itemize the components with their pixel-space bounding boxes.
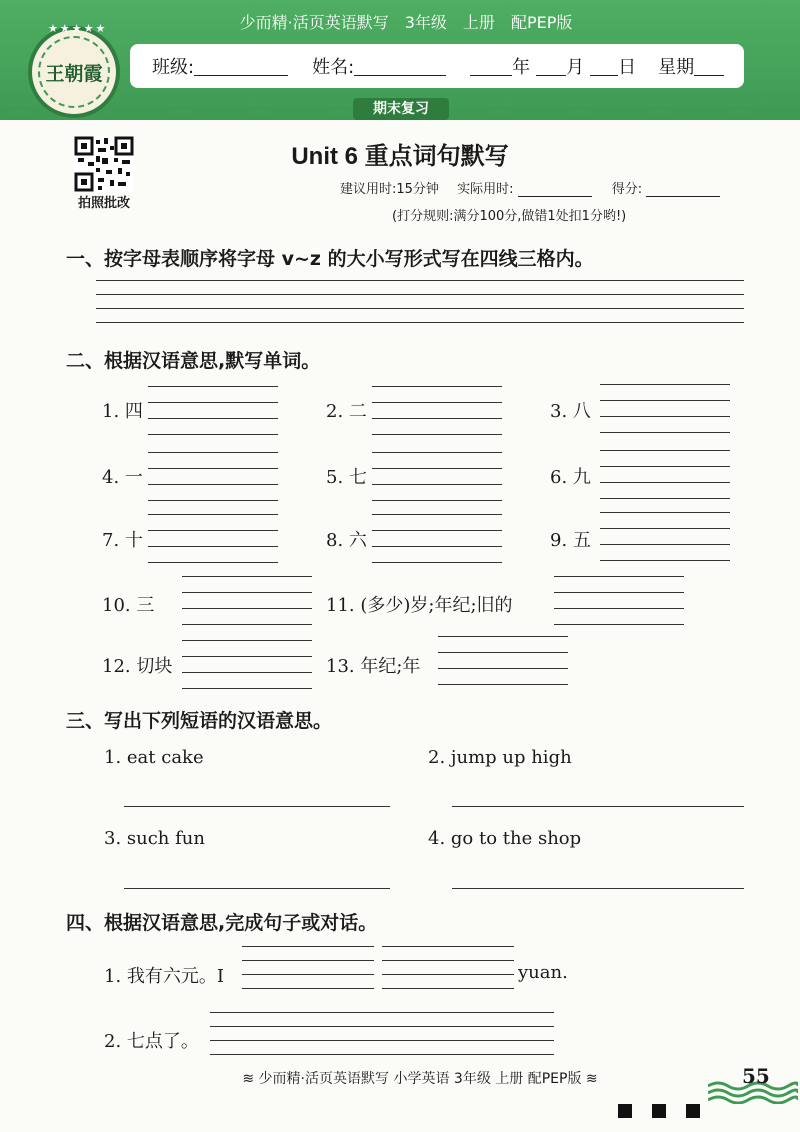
word-grid-12[interactable]: [182, 640, 312, 706]
word-item-7: 7. 十: [102, 530, 143, 551]
word-item-10: 10. 三: [102, 595, 155, 616]
word-grid-9[interactable]: [600, 512, 730, 578]
phrase-item-2: 2. jump up high: [428, 747, 572, 768]
word-grid-7[interactable]: [148, 514, 278, 580]
section-3-title: 三、写出下列短语的汉语意思。: [66, 710, 333, 732]
word-grid-10[interactable]: [182, 576, 312, 642]
name-label: 姓名:: [312, 57, 355, 78]
volume-label: 上册: [462, 12, 495, 32]
scoring-rules: (打分规则:满分100分,做错1处扣1分哟!): [392, 209, 627, 224]
phrase-answer-1[interactable]: [124, 806, 390, 807]
day-label: 日: [618, 57, 637, 78]
class-field[interactable]: [194, 57, 288, 76]
name-field[interactable]: [354, 57, 446, 76]
month-field[interactable]: [536, 57, 566, 76]
edition-label: 配PEP版: [510, 12, 573, 32]
qr-code-icon[interactable]: [74, 136, 134, 192]
page-number: 55: [742, 1064, 770, 1088]
logo-text: 王朝霞: [38, 36, 110, 108]
word-grid-11[interactable]: [554, 576, 684, 642]
phrase-answer-2[interactable]: [452, 806, 744, 807]
word-item-3: 3. 八: [550, 401, 591, 422]
year-label: 年: [512, 57, 531, 78]
section-2-title: 二、根据汉语意思,默写单词。: [66, 350, 321, 372]
suggested-time: 建议用时:15分钟: [340, 182, 439, 197]
sentence-1-suffix: yuan.: [518, 962, 568, 983]
word-item-11: 11. (多少)岁;年纪;旧的: [326, 595, 513, 616]
footer-text: ≋ 少而精·活页英语默写 小学英语 3年级 上册 配PEP版 ≋: [242, 1071, 598, 1087]
word-grid-4[interactable]: [148, 452, 278, 518]
section-1-title: 一、按字母表顺序将字母 v~z 的大小写形式写在四线三格内。: [66, 248, 594, 270]
section-4-title: 四、根据汉语意思,完成句子或对话。: [66, 912, 378, 934]
word-grid-6[interactable]: [600, 450, 730, 516]
sentence-1-grid-b[interactable]: [382, 946, 514, 996]
class-label: 班级:: [152, 57, 195, 78]
review-tag: 期末复习: [353, 98, 449, 120]
word-grid-2[interactable]: [372, 386, 502, 452]
corner-markers: [618, 1104, 700, 1118]
qr-label: 拍照批改: [77, 196, 130, 211]
word-item-4: 4. 一: [102, 467, 143, 488]
page-title: Unit 6 重点词句默写: [291, 143, 509, 170]
word-item-8: 8. 六: [326, 530, 367, 551]
student-info-bar: [130, 44, 744, 88]
phrase-item-1: 1. eat cake: [104, 747, 204, 768]
score-label: 得分:: [611, 182, 643, 197]
sentence-1-prefix: 1. 我有六元。I: [104, 966, 225, 987]
series-bar: [200, 8, 612, 34]
word-grid-1[interactable]: [148, 386, 278, 452]
word-item-6: 6. 九: [550, 467, 591, 488]
phrase-item-3: 3. such fun: [104, 828, 205, 849]
word-item-2: 2. 二: [326, 401, 367, 422]
word-item-9: 9. 五: [550, 530, 591, 551]
word-grid-3[interactable]: [600, 384, 730, 450]
grade-label: 3年级: [404, 12, 447, 32]
week-label: 星期: [658, 57, 695, 78]
word-item-1: 1. 四: [102, 401, 143, 422]
four-line-grid[interactable]: [96, 280, 744, 326]
series-title: 少而精·活页英语默写: [239, 12, 389, 32]
logo-stars: ★★★★★: [48, 22, 108, 35]
word-grid-5[interactable]: [372, 452, 502, 518]
word-grid-13[interactable]: [438, 636, 568, 702]
word-grid-8[interactable]: [372, 514, 502, 580]
week-field[interactable]: [694, 57, 724, 76]
timing-row: [340, 178, 760, 197]
sentence-1-grid-a[interactable]: [242, 946, 374, 996]
score-field[interactable]: [646, 182, 720, 197]
actual-time-label: 实际用时:: [457, 182, 514, 197]
actual-time-field[interactable]: [518, 182, 592, 197]
day-field[interactable]: [590, 57, 618, 76]
word-item-13: 13. 年纪;年: [326, 656, 421, 677]
word-item-5: 5. 七: [326, 467, 367, 488]
word-item-12: 12. 切块: [102, 656, 173, 677]
phrase-item-4: 4. go to the shop: [428, 828, 582, 849]
brand-logo: [28, 26, 120, 118]
phrase-answer-3[interactable]: [124, 888, 390, 889]
month-label: 月: [566, 57, 585, 78]
phrase-answer-4[interactable]: [452, 888, 744, 889]
sentence-2-grid[interactable]: [210, 1012, 554, 1062]
sentence-2-prompt: 2. 七点了。: [104, 1031, 199, 1052]
year-field[interactable]: [470, 57, 512, 76]
